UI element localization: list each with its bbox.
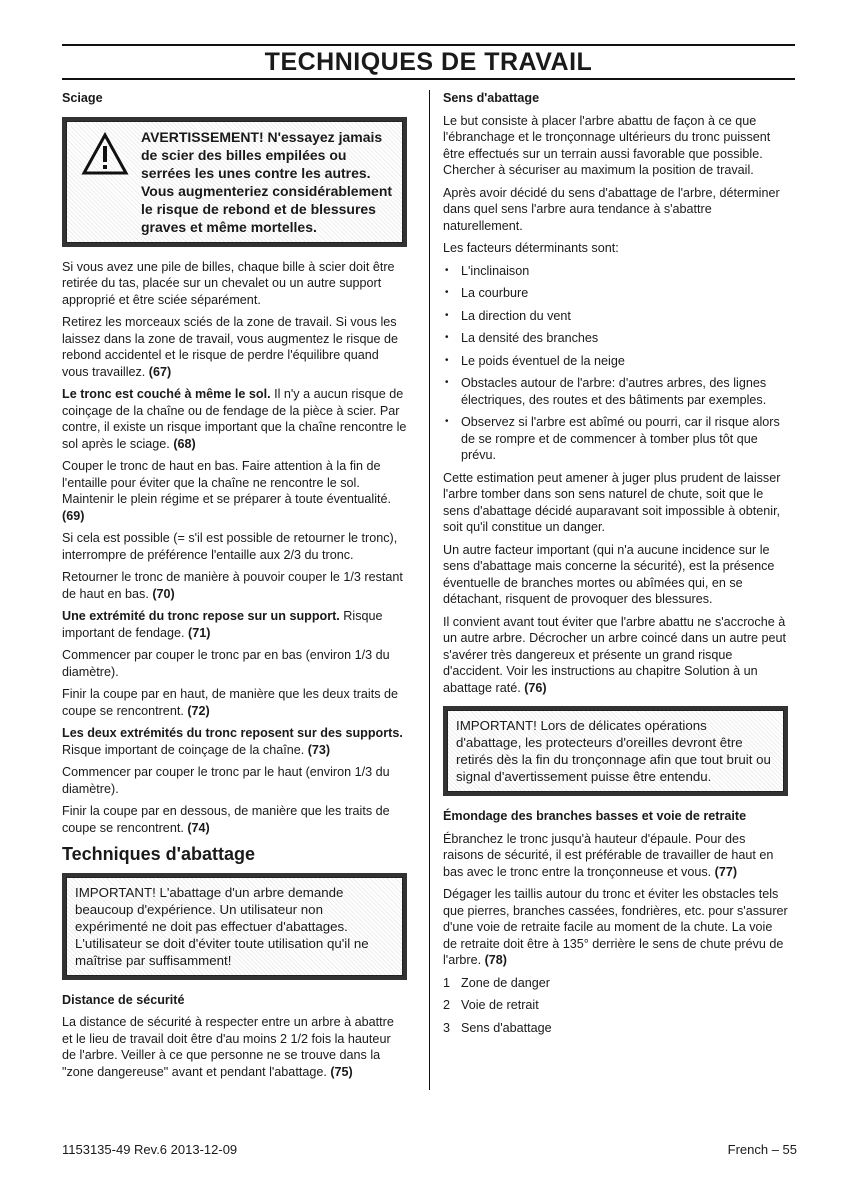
list-item: • La direction du vent bbox=[443, 308, 788, 325]
paragraph: La distance de sécurité à respecter entre un arbre à abattre et le lieu de travail doit être d'au moins 2 1/2 fois la hauteur de l'arbre. Veiller à ce que personne ne se trouve dans la "zone dangereuse" avant et pendant l'abattage. (75) bbox=[62, 1015, 394, 1079]
list-item: 2 Voie de retrait bbox=[443, 998, 539, 1012]
paragraph: Finir la coupe par en dessous, de manière que les traits de coupe se rencontrent. (74) bbox=[62, 804, 390, 835]
list-item: • L'inclinaison bbox=[443, 263, 788, 280]
left-column bbox=[62, 90, 407, 1086]
paragraph: Finir la coupe par en haut, de manière que les deux traits de coupe se rencontrent. (72) bbox=[62, 687, 399, 718]
list-item: • Observez si l'arbre est abîmé ou pourri, car il risque alors de se rompre et de commencer à tomber plus tôt que prévu. bbox=[443, 414, 788, 464]
figure-ref: (71) bbox=[188, 625, 211, 640]
paragraph: Un autre facteur important (qui n'a aucune incidence sur le sens d'abattage mais concerne la sécurité), est la présence éventuelle de branches mortes ou abîmées qui, en se détachant, risquent de provoquer des blessures. bbox=[443, 542, 775, 606]
figure-ref: (70) bbox=[152, 586, 175, 601]
section-title: Techniques d'abattage bbox=[62, 844, 255, 864]
paragraph: Les facteurs déterminants sont: bbox=[443, 241, 619, 255]
title-underline bbox=[62, 78, 795, 80]
sciage-heading: Sciage bbox=[62, 91, 103, 105]
sens-heading: Sens d'abattage bbox=[443, 91, 540, 105]
list-item: • Obstacles autour de l'arbre: d'autres arbres, des lignes électriques, des routes et des bâtiments par exemples. bbox=[443, 375, 788, 408]
figure-ref: (73) bbox=[307, 742, 331, 757]
warning-box bbox=[66, 121, 403, 243]
figure-ref: (68) bbox=[173, 436, 196, 451]
figure-ref: (78) bbox=[484, 953, 508, 967]
page-title: TECHNIQUES DE TRAVAIL bbox=[264, 48, 593, 76]
figure-ref: (67) bbox=[148, 364, 172, 379]
figure-ref: (77) bbox=[714, 864, 738, 879]
paragraph: Commencer par couper le tronc par en bas (environ 1/3 du diamètre). bbox=[62, 648, 390, 679]
column-divider bbox=[429, 90, 430, 1090]
paragraph: Le but consiste à placer l'arbre abattu de façon à ce que l'ébranchage et le tronçonnage ultérieurs du tronc puissent être effectués sur un terrain aussi favorable que possible. Chercher à sécuriser au maximum la position de travail. bbox=[443, 113, 771, 177]
paragraph: Cette estimation peut amener à juger plus prudent de laisser l'arbre tomber dans son sens naturel de chute, soit que le sens d'abattage décidé auparavant soit impossible à obtenir, soit qu'il constitue un danger. bbox=[443, 470, 781, 534]
important-text: IMPORTANT! Lors de délicates opérations d'abattage, les protecteurs d'oreilles devront être retirés dès la fin du tronçonnage afin que tout bruit ou signal d'avertissement puisse être entendu. bbox=[456, 718, 771, 784]
top-rule bbox=[62, 44, 795, 46]
paragraph: Les deux extrémités du tronc reposent sur des supports. Risque important de coinçage de la chaîne. (73) bbox=[62, 726, 403, 757]
paragraph: Il convient avant tout éviter que l'arbre abattu ne s'accroche à un autre arbre. Décrocher un arbre coincé dans un autre peut s'avérer très dangereux et présente un grand risque d'accident. Voir les instructions au chapitre Solution à un abattage raté. (76) bbox=[443, 614, 787, 695]
list-item: • La densité des branches bbox=[443, 330, 788, 347]
important-text: IMPORTANT! L'abattage d'un arbre demande beaucoup d'expérience. Un utilisateur non expérimenté ne doit pas effectuer d'abattages. L'utilisateur se doit d'éviter toute utilisation qu'il ne maîtrise par suffisamment! bbox=[75, 884, 369, 968]
list-item: • Le poids éventuel de la neige bbox=[443, 353, 788, 370]
figure-ref: (75) bbox=[330, 1064, 353, 1079]
list-item: 1 Zone de danger bbox=[443, 975, 550, 990]
paragraph: Retirez les morceaux sciés de la zone de travail. Si vous les laissez dans la zone de travail, vous augmentez le risque de rebond accidentel et le risque de perdre l'équilibre quand vous travaillez. (67) bbox=[62, 315, 399, 379]
important-box bbox=[447, 710, 784, 792]
distance-heading: Distance de sécurité bbox=[62, 992, 185, 1007]
paragraph: Après avoir décidé du sens d'abattage de l'arbre, déterminer dans quel sens l'arbre aura tendance à s'abattre naturellement. bbox=[443, 185, 780, 233]
legend-list bbox=[443, 975, 788, 1037]
important-box bbox=[66, 877, 403, 976]
emondage-heading: Émondage des branches basses et voie de retraite bbox=[443, 809, 747, 823]
paragraph: Dégager les taillis autour du tronc et éviter les obstacles tels que pierres, branches cassées, fondrières, etc. pour s'assurer d'une voie de retraite facile au moment de la chute. La voie de retraite doit être à 135° derrière le sens de chute prévu de l'arbre. (78) bbox=[443, 887, 788, 967]
warning-text: AVERTISSEMENT! N'essayez jamais de scier des billes empilées ou serrées les unes contre les autres. Vous augmenteriez considérablement le risque de rebond et de blessures graves et même mortelles. bbox=[141, 128, 393, 235]
paragraph: Commencer par couper le tronc par le haut (environ 1/3 du diamètre). bbox=[62, 765, 390, 796]
paragraph: Couper le tronc de haut en bas. Faire attention à la fin de l'entaille pour éviter que la chaîne ne rencontre le sol. Maintenir le plein régime et se préparer à toute éventualité. (69) bbox=[62, 459, 392, 523]
footer-page-number: French – 55 bbox=[727, 1142, 797, 1157]
figure-ref: (69) bbox=[62, 508, 85, 523]
paragraph: Si vous avez une pile de billes, chaque bille à scier doit être retirée du tas, placée sur un chevalet ou un autre support approprié et être sciée séparément. bbox=[62, 259, 395, 307]
warning-triangle-icon bbox=[81, 132, 129, 176]
paragraph: Une extrémité du tronc repose sur un support. Risque important de fendage. (71) bbox=[62, 609, 383, 640]
list-item: • La courbure bbox=[443, 285, 788, 302]
figure-ref: (76) bbox=[524, 680, 547, 695]
footer-docref: 1153135-49 Rev.6 2013-12-09 bbox=[62, 1142, 238, 1157]
paragraph: Ébranchez le tronc jusqu'à hauteur d'épaule. Pour des raisons de sécurité, il est préférable de travailler de haut en bas avec le tronc entre la tronçonneuse et vous. (77) bbox=[443, 831, 774, 879]
figure-ref: (72) bbox=[187, 703, 210, 718]
paragraph: Retourner le tronc de manière à pouvoir couper le 1/3 restant de haut en bas. (70) bbox=[62, 570, 403, 601]
paragraph: Si cela est possible (= s'il est possible de retourner le tronc), interrompre de préférence l'entaille aux 2/3 du tronc. bbox=[62, 531, 398, 562]
figure-ref: (74) bbox=[187, 820, 210, 835]
paragraph: Le tronc est couché à même le sol. Il n'y a aucun risque de coinçage de la chaîne ou de fendage de la pièce à scier. Par contre, il existe un risque important que la chaîne rencontre le sol après le sciage. (68) bbox=[62, 387, 407, 451]
right-column bbox=[443, 90, 788, 1042]
list-item: 3 Sens d'abattage bbox=[443, 1020, 552, 1035]
factors-list bbox=[443, 263, 788, 464]
